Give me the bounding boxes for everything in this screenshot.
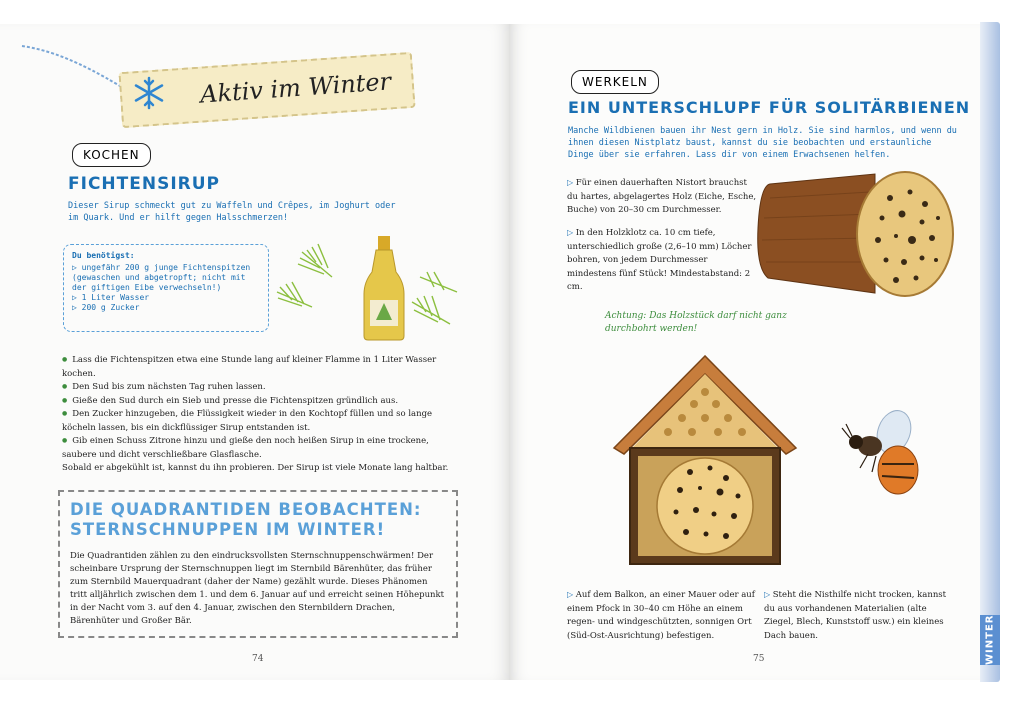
project-text-3	[567, 588, 763, 643]
step-item: ● Den Zucker hinzugeben, die Flüssigkeit wieder in den Kochtopf füllen und so lange köcheln lassen, bis ein dickflüssiger Sirup entstanden ist.	[62, 408, 462, 435]
ingredients-title: Du benötigst:	[72, 251, 135, 260]
project-title: EIN UNTERSCHLUPF FÜR SOLITÄRBIENEN	[568, 98, 971, 117]
paragraph-drilling: ▷ In den Holzklotz ca. 10 cm tiefe, unterschiedlich große (2,6–10 mm) Löcher bohren, von jedem Durchmesser mindestens fünf Stück! Mindestabstand: 2 cm.	[567, 226, 757, 295]
quadrantids-box	[58, 490, 458, 638]
step-item: ● Den Sud bis zum nächsten Tag ruhen lassen.	[62, 381, 462, 395]
ingredient-item: ▷ ungefähr 200 g junge Fichtenspitzen (gewaschen und abgetropft; nicht mit der giftigen Eibe verwechseln!)	[72, 263, 260, 293]
recipe-steps	[62, 354, 462, 476]
bee-illustration	[838, 408, 922, 504]
wood-log-illustration	[750, 168, 972, 300]
paragraph-roof: ▷ Steht die Nisthilfe nicht trocken, kannst du aus vorhandenen Materialien (alte Ziegel, Blech, Kunststoff usw.) ein kleines Dach bauen.	[764, 588, 954, 643]
page-number-left: 74	[252, 654, 264, 664]
recipe-closing: Sobald er abgekühlt ist, kannst du ihn probieren. Der Sirup ist viele Monate lang haltbar.	[62, 463, 449, 473]
paragraph-placement: ▷ Auf dem Balkon, an einer Mauer oder auf einem Pfock in 30–40 cm Höhe an einem regen- und windgeschützten, sonnigen Ort (Süd-Ost-Ausrichtung) befestigen.	[567, 588, 763, 643]
project-text-2	[567, 226, 757, 295]
step-item: ● Gib einen Schuss Zitrone hinzu und gieße den noch heißen Sirup in eine trockene, saubere und dicht verschließbare Glasflasche.	[62, 435, 462, 462]
quadrantids-title-line1: DIE QUADRANTIDEN BEOBACHTEN:	[70, 500, 422, 519]
step-item: ● Gieße den Sud durch ein Sieb und presse die Fichtenspitzen gründlich aus.	[62, 395, 462, 409]
string-icon	[20, 42, 130, 92]
page-number-right: 75	[753, 654, 765, 664]
ingredient-item: ▷ 1 Liter Wasser	[72, 293, 260, 303]
project-text-4	[764, 588, 954, 643]
spruce-syrup-illustration	[272, 232, 462, 342]
section-label-werkeln: WERKELN	[571, 70, 659, 94]
snowflake-icon	[132, 76, 166, 110]
winter-tab: WINTER	[980, 615, 1000, 665]
project-intro: Manche Wildbienen bauen ihr Nest gern in Holz. Sie sind harmlos, und wenn du ihnen diesen Nistplatz baust, kannst du sie beobachten und erstaunliche Dinge über sie erfahren. Lass dir von einem Erwachsenen helfen.	[568, 126, 957, 160]
section-label-kochen: KOCHEN	[72, 143, 151, 167]
project-text-1	[567, 176, 757, 218]
quadrantids-title-line2: STERNSCHNUPPEN IM WINTER!	[70, 520, 386, 539]
quadrantids-text: Die Quadrantiden zählen zu den eindrucksvollsten Sternschnuppenschwärmen! Der scheinbare Ursprung der Sternschnuppen liegt im Sternbild Bärenhüter, das früher zum Sternbild Mauerquadrant (daher der Name) gezählt wurde. Dieses Phänomen tritt alljährlich zwischen dem 1. und dem 6. Januar auf und erreicht seinen Höhepunkt in der Nacht vom 3. auf den 4. Januar, zwischen den Sternbildern Drachen, Bärenhüter und Großer Bär.	[70, 551, 445, 626]
bee-hotel-illustration	[610, 352, 800, 572]
ingredient-item: ▷ 200 g Zucker	[72, 303, 260, 313]
banner-title: Aktiv im Winter	[199, 67, 392, 109]
recipe-intro: Dieser Sirup schmeckt gut zu Waffeln und Crêpes, im Joghurt oder im Quark. Und er hilft gegen Halsschmerzen!	[68, 201, 396, 223]
warning-note: Achtung: Das Holzstück darf nicht ganz durchbohrt werden!	[605, 311, 787, 334]
page-edge	[980, 22, 1000, 682]
step-item: ● Lass die Fichtenspitzen etwa eine Stunde lang auf kleiner Flamme in 1 Liter Wasser kochen.	[62, 354, 462, 381]
ingredients-box	[63, 244, 269, 332]
paragraph-wood: ▷ Für einen dauerhaften Nistort brauchst du hartes, abgelagertes Holz (Eiche, Esche, Buche) von 20–30 cm Durchmesser.	[567, 176, 757, 218]
recipe-title: FICHTENSIRUP	[68, 174, 221, 194]
